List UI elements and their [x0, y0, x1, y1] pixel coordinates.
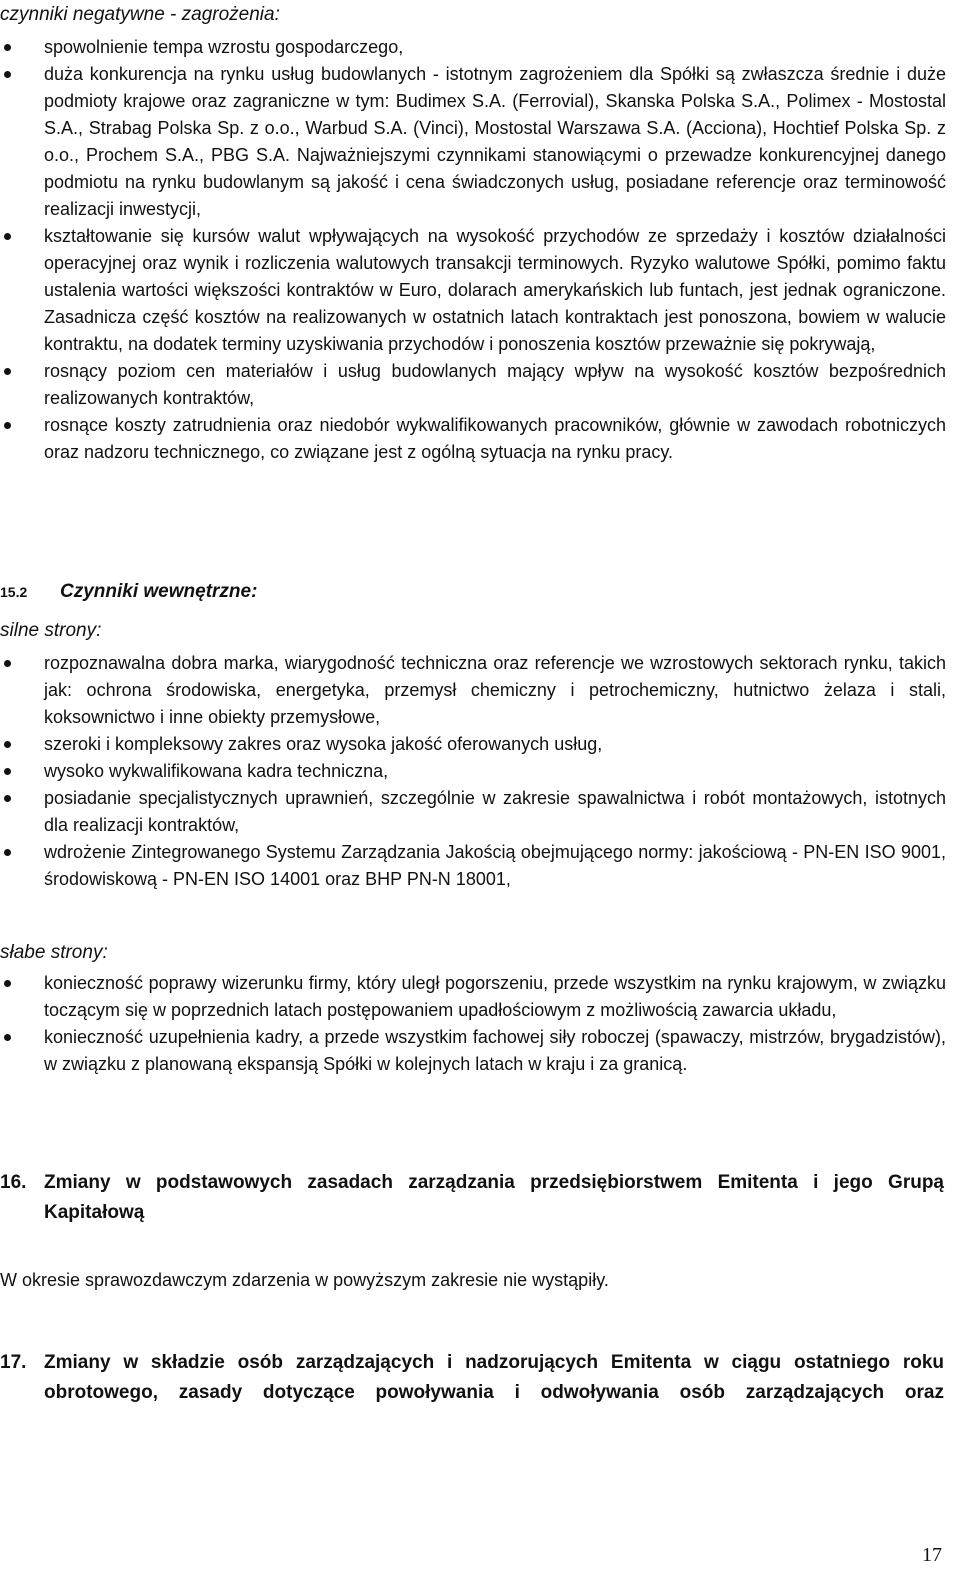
weaknesses-list: [0, 970, 960, 1078]
strengths-list: [0, 650, 960, 893]
list-item: spowolnienie tempa wzrostu gospodarczego,: [0, 34, 960, 61]
section-15-2-heading: [0, 578, 257, 606]
section-number: 17.: [0, 1352, 27, 1373]
page-number: 17: [922, 1544, 942, 1566]
list-item: rosnące koszty zatrudnienia oraz niedobór wykwalifikowanych pracowników, głównie w zawodach robotniczych oraz nadzoru technicznego, co związane jest z ogólną sytuacja na rynku pracy.: [0, 412, 960, 466]
weaknesses-heading: słabe strony:: [0, 942, 108, 963]
list-item: wdrożenie Zintegrowanego Systemu Zarządzania Jakością obejmującego normy: jakościową - PN-EN ISO 9001, środowiskową - PN-EN ISO 14001 oraz BHP PN-N 18001,: [0, 839, 960, 893]
threats-list: [0, 34, 960, 466]
strengths-heading: silne strony:: [0, 620, 102, 641]
list-item: konieczność uzupełnienia kadry, a przede wszystkim fachowej siły roboczej (spawaczy, mistrzów, brygadzistów), w związku z planowaną ekspansją Spółki w kolejnych latach w kraju i za granicą.: [0, 1024, 960, 1078]
threats-heading: czynniki negatywne - zagrożenia:: [0, 4, 280, 25]
section-16-heading: [0, 1168, 944, 1228]
section-title: Zmiany w składzie osób zarządzających i nadzorujących Emitenta w ciągu ostatniego roku obrotowego, zasady dotyczące powoływania i odwoływania osób zarządzających oraz: [44, 1352, 944, 1403]
list-item: szeroki i kompleksowy zakres oraz wysoka jakość oferowanych usług,: [0, 731, 960, 758]
list-item: rozpoznawalna dobra marka, wiarygodność techniczna oraz referencje we wzrostowych sektorach rynku, takich jak: ochrona środowiska, energetyka, przemysł chemiczny i petrochemiczny, hutnictwo żelaza i stali, koksownictwo i inne obiekty przemysłowe,: [0, 650, 960, 731]
section-number: 15.2: [0, 584, 28, 600]
list-item: wysoko wykwalifikowana kadra techniczna,: [0, 758, 960, 785]
section-16-body: W okresie sprawozdawczym zdarzenia w powyższym zakresie nie wystąpiły.: [0, 1270, 609, 1290]
list-item: posiadanie specjalistycznych uprawnień, szczególnie w zakresie spawalnictwa i robót montażowych, istotnych dla realizacji kontraktów,: [0, 785, 960, 839]
list-item: konieczność poprawy wizerunku firmy, który uległ pogorszeniu, przede wszystkim na rynku krajowym, w związku toczącym się w poprzednich latach postępowaniem upadłościowym z możliwością zawarcia układu,: [0, 970, 960, 1024]
list-item: kształtowanie się kursów walut wpływających na wysokość przychodów ze sprzedaży i kosztów działalności operacyjnej oraz wynik i rozliczenia walutowych transakcji terminowych. Ryzyko walutowe Spółki, pomimo faktu ustalenia wartości większości kontraktów w Euro, dolarach amerykańskich lub funtach, jest jednak ograniczone. Zasadnicza część kosztów na realizowanych w ostatnich latach kontraktach jest ponoszona, bowiem w walucie kontraktu, na dodatek terminy uzyskiwania przychodów i ponoszenia kosztów przeważnie się pokrywają,: [0, 223, 960, 358]
section-number: 16.: [0, 1172, 27, 1193]
section-title: Czynniki wewnętrzne:: [60, 581, 258, 602]
list-item: rosnący poziom cen materiałów i usług budowlanych mający wpływ na wysokość kosztów bezpośrednich realizowanych kontraktów,: [0, 358, 960, 412]
list-item: duża konkurencja na rynku usług budowlanych - istotnym zagrożeniem dla Spółki są zwłaszcza średnie i duże podmioty krajowe oraz zagraniczne w tym: Budimex S.A. (Ferrovial), Skanska Polska S.A., Polimex - Mostostal S.A., Strabag Polska Sp. z o.o., Warbud S.A. (Vinci), Mostostal Warszawa S.A. (Acciona), Hochtief Polska Sp. z o.o., Prochem S.A., PBG S.A. Najważniejszymi czynnikami stanowiącymi o przewadze konkurencyjnej danego podmiotu na rynku budowlanym są jakość i cena świadczonych usług, posiadane referencje oraz terminowość realizacji inwestycji,: [0, 61, 960, 223]
section-17-heading: [0, 1348, 944, 1408]
section-title: Zmiany w podstawowych zasadach zarządzania przedsiębiorstwem Emitenta i jego Grupą Kapitałową: [44, 1172, 944, 1223]
